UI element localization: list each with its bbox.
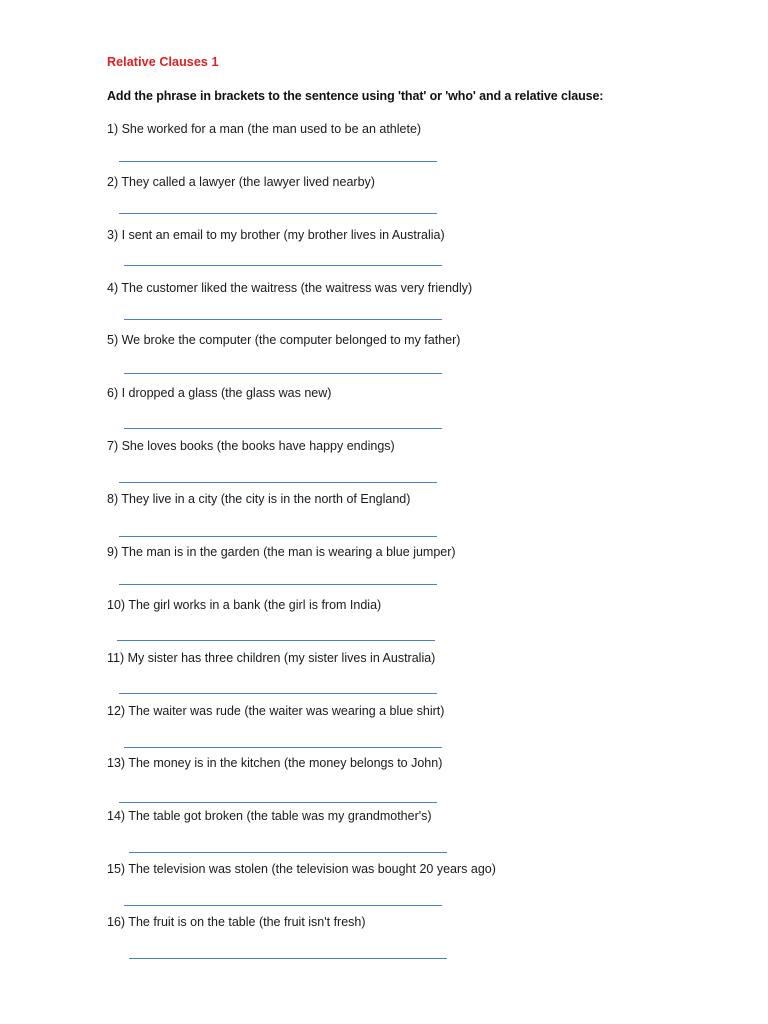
- answer-line-16[interactable]: [129, 958, 447, 959]
- answer-line-13[interactable]: [119, 802, 437, 803]
- answer-line-7[interactable]: [119, 482, 437, 483]
- answer-line-9[interactable]: [119, 584, 437, 585]
- answer-line-12[interactable]: [124, 747, 442, 748]
- answer-line-1[interactable]: [119, 161, 437, 162]
- question-4: 4) The customer liked the waitress (the waitress was very friendly): [107, 281, 473, 295]
- question-15: 15) The television was stolen (the television was bought 20 years ago): [107, 862, 496, 876]
- question-7: 7) She loves books (the books have happy endings): [107, 439, 395, 453]
- answer-line-11[interactable]: [119, 693, 437, 694]
- answer-line-14[interactable]: [129, 852, 447, 853]
- question-5: 5) We broke the computer (the computer belonged to my father): [107, 333, 461, 347]
- answer-line-2[interactable]: [119, 213, 437, 214]
- answer-line-5[interactable]: [124, 373, 442, 374]
- answer-line-6[interactable]: [124, 428, 442, 429]
- question-11: 11) My sister has three children (my sister lives in Australia): [107, 651, 436, 665]
- answer-line-8[interactable]: [119, 536, 437, 537]
- question-10: 10) The girl works in a bank (the girl is from India): [107, 598, 382, 612]
- question-16: 16) The fruit is on the table (the fruit isn't fresh): [107, 915, 366, 929]
- answer-line-3[interactable]: [124, 265, 442, 266]
- answer-line-15[interactable]: [124, 905, 442, 906]
- question-8: 8) They live in a city (the city is in the north of England): [107, 492, 411, 506]
- question-9: 9) The man is in the garden (the man is wearing a blue jumper): [107, 545, 456, 559]
- question-13: 13) The money is in the kitchen (the money belongs to John): [107, 756, 443, 770]
- worksheet-title: Relative Clauses 1: [107, 55, 219, 69]
- answer-line-4[interactable]: [124, 319, 442, 320]
- question-12: 12) The waiter was rude (the waiter was wearing a blue shirt): [107, 704, 445, 718]
- instructions-text: Add the phrase in brackets to the sentence using 'that' or 'who' and a relative clause:: [107, 89, 604, 103]
- question-1: 1) She worked for a man (the man used to be an athlete): [107, 122, 422, 136]
- answer-line-10[interactable]: [117, 640, 435, 641]
- question-14: 14) The table got broken (the table was my grandmother's): [107, 809, 432, 823]
- question-2: 2) They called a lawyer (the lawyer lived nearby): [107, 175, 375, 189]
- question-3: 3) I sent an email to my brother (my brother lives in Australia): [107, 228, 445, 242]
- question-6: 6) I dropped a glass (the glass was new): [107, 386, 332, 400]
